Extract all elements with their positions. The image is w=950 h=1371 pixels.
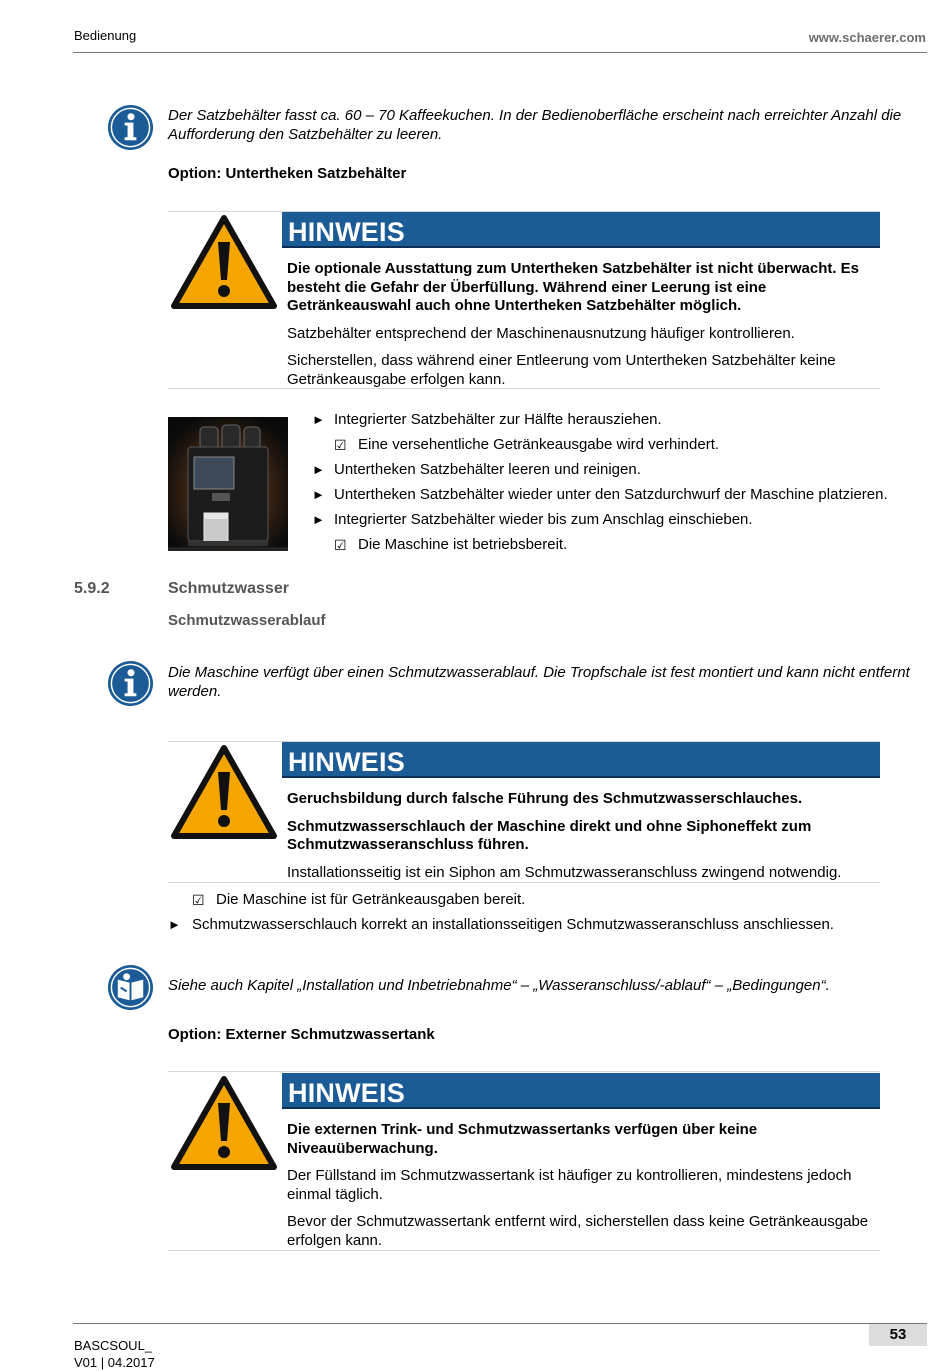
notice-body — [287, 1121, 877, 1259]
notice-top-rule — [168, 1071, 880, 1072]
info-note-satzbehaelter: Der Satzbehälter fasst ca. 60 – 70 Kaffeekuchen. In der Bedienoberfläche erscheint nach erreichter Anzahl die Aufforderung den Satzbehälter zu leeren. — [168, 107, 902, 143]
steps-list-satzbehaelter — [312, 411, 912, 561]
option-heading-externer-tank: Option: Externer Schmutzwassertank — [168, 1026, 435, 1043]
footer-doc-line: V01 | 04.2017 — [74, 1355, 155, 1370]
section-number: 5.9.2 — [74, 580, 110, 597]
notice-text: Sicherstellen, dass während einer Entleerung vom Untertheken Satzbehälter keine Getränkeausgabe erfolgen kann. — [287, 352, 836, 388]
step-item: ► Integrierter Satzbehälter zur Hälfte herausziehen. — [312, 411, 662, 428]
step-item: ► Untertheken Satzbehälter leeren und reinigen. — [312, 461, 641, 478]
step-arrow-icon: ► — [312, 487, 325, 502]
step-arrow-icon: ► — [312, 462, 325, 477]
notice-bold-text: Die externen Trink- und Schmutzwassertanks verfügen über keine Niveauüberwachung. — [287, 1121, 758, 1157]
notice-bottom-rule — [168, 388, 880, 389]
notice-bottom-rule — [168, 1250, 880, 1251]
info-note-schmutzwasser: Die Maschine verfügt über einen Schmutzwasserablauf. Die Tropfschale ist fest montiert und kann nicht entfernt werden. — [168, 664, 910, 700]
warning-triangle-icon — [170, 214, 278, 311]
step-item: ► Schmutzwasserschlauch korrekt an installationsseitigen Schmutzwasseranschluss anschliessen. — [168, 916, 834, 933]
checkbox-checked-icon: ☑ — [334, 437, 347, 453]
warning-triangle-icon — [170, 1075, 278, 1172]
notice-title: HINWEIS — [282, 742, 880, 778]
notice-text: Bevor der Schmutzwassertank entfernt wird, sicherstellen dass keine Getränkeausgabe erfolgen kann. — [287, 1213, 869, 1249]
notice-bottom-rule — [168, 882, 880, 883]
notice-text: Installationsseitig ist ein Siphon am Schmutzwasseranschluss zwingend notwendig. — [287, 863, 842, 881]
result-item: ☑ Die Maschine ist für Getränkeausgaben bereit. — [192, 891, 526, 908]
notice-text: Der Füllstand im Schmutzwassertank ist häufiger zu kontrollieren, mindestens jedoch einmal täglich. — [287, 1167, 852, 1203]
notice-title: HINWEIS — [282, 212, 880, 248]
header-section: Bedienung — [74, 28, 137, 43]
header-website[interactable]: www.schaerer.com — [808, 30, 926, 45]
header-rule — [73, 52, 927, 53]
option-heading-untertheken: Option: Untertheken Satzbehälter — [168, 165, 407, 182]
step-arrow-icon: ► — [312, 512, 325, 527]
result-item: ☑ Eine versehentliche Getränkeausgabe wird verhindert. — [334, 436, 720, 453]
step-item: ► Integrierter Satzbehälter wieder bis zum Anschlag einschieben. — [312, 511, 753, 528]
steps-list-schmutzwasser — [168, 891, 908, 941]
manual-icon — [107, 964, 154, 1011]
warning-triangle-icon — [170, 744, 278, 841]
footer-rule — [73, 1323, 927, 1324]
info-icon — [107, 104, 154, 151]
notice-bold-text: Geruchsbildung durch falsche Führung des Schmutzwasserschlauches. — [287, 790, 803, 807]
notice-text: Satzbehälter entsprechend der Maschinenausnutzung häufiger kontrollieren. — [287, 324, 795, 342]
notice-bold-text: Die optionale Ausstattung zum Untertheken Satzbehälter ist nicht überwacht. Es besteht die Gefahr der Überfüllung. Während einer Leerung ist eine Getränkeauswahl auch ohne Untertheken Satzbehälter möglich. — [287, 260, 860, 314]
notice-bold-text: Schmutzwasserschlauch der Maschine direkt und ohne Siphoneffekt zum Schmutzwasseranschluss führen. — [287, 817, 812, 853]
result-item: ☑ Die Maschine ist betriebsbereit. — [334, 536, 568, 553]
info-icon — [107, 660, 154, 707]
step-item: ► Untertheken Satzbehälter wieder unter den Satzdurchwurf der Maschine platzieren. — [312, 486, 888, 503]
notice-title: HINWEIS — [282, 1073, 880, 1109]
coffee-machine-image — [168, 417, 288, 551]
step-arrow-icon: ► — [312, 412, 325, 427]
section-title: Schmutzwasser — [168, 580, 289, 597]
checkbox-checked-icon: ☑ — [334, 537, 347, 553]
step-arrow-icon: ► — [168, 917, 181, 932]
page-number: 53 — [869, 1324, 927, 1346]
section-subtitle: Schmutzwasserablauf — [168, 612, 326, 629]
notice-body — [287, 790, 877, 891]
see-also-note: Siehe auch Kapitel „Installation und Inbetriebnahme“ – „Wasseranschluss/-ablauf“ – „Bedingungen“. — [168, 977, 830, 994]
footer-doc-line: BASCSOUL_ — [74, 1338, 153, 1353]
notice-body — [287, 260, 877, 398]
checkbox-checked-icon: ☑ — [192, 892, 205, 908]
